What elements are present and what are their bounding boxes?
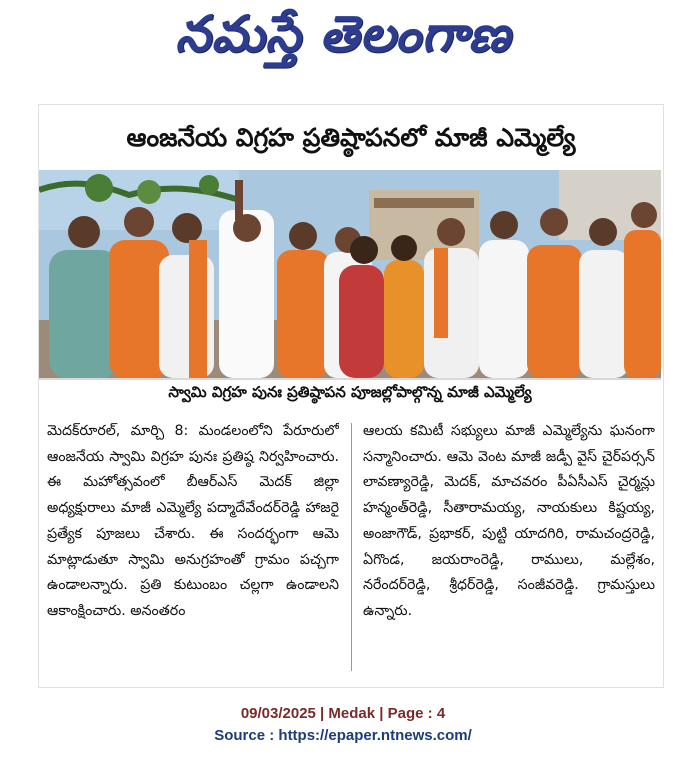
photo-caption-bar bbox=[39, 378, 661, 408]
footer-dateline: 09/03/2025 | Medak | Page : 4 bbox=[240, 705, 446, 722]
article-photo bbox=[39, 170, 661, 378]
footer bbox=[0, 703, 686, 747]
photo-caption: స్వామి విగ్రహ పునః ప్రతిష్ఠాపన పూజల్లోపాల్గొన్న మాజీ ఎమ్మెల్యే bbox=[168, 383, 532, 401]
article-column-1: మెదక్‌రూరల్‌, మార్చి 8: మండలంలోని పేరూరులో ఆంజనేయ స్వామి విగ్రహ పునః ప్రతిష్ఠ నిర్వహించారు. ఈ మహోత్సవంలో బీఆర్‌ఎస్‌ మెదక్‌ జిల్లా అధ్యక్షురాలు మాజీ ఎమ్మెల్యే పద్మాదేవేందర్‌రెడ్డి హాజరై ప్రత్యేక పూజలు చేశారు. ఈ సందర్భంగా ఆమె మాట్లాడుతూ స్వామి అనుగ్రహంతో గ్రామం పచ్చగా ఉండాలన్నారు. ప్రతి కుటుంబం చల్లగా ఉండాలని ఆకాంక్షించారు. అనంతరం bbox=[47, 423, 339, 619]
group-photo-image bbox=[39, 170, 661, 378]
article-column-2: ఆలయ కమిటీ సభ్యులు మాజీ ఎమ్మెల్యేను ఘనంగా సన్మానించారు. ఆమె వెంట మాజీ జడ్పీ వైస్‌ చైర్‌పర్సన్‌ లావణ్యారెడ్డి, మెదక్‌, మాచవరం పీఏసీఎస్‌ చైర్మన్లు హన్మంత్‌రెడ్డి, సీతారామయ్య, నాయకులు కిష్టయ్య, అంజాగౌడ్‌, ప్రభాకర్‌, పుట్టి యాదగిరి, రామచంద్రరెడ్డి, ఏగొండ, జయరాంరెడ్డి, రాములు, మల్లేశం, నరేందర్‌రెడ్డి, శ్రీధర్‌రెడ్డి, సంజీవరెడ్డి. గ్రామస్తులు ఉన్నారు. bbox=[363, 423, 655, 619]
footer-source-link[interactable]: Source : https://epaper.ntnews.com/ bbox=[214, 727, 472, 744]
newspaper-logo: నమస్తే తెలంగాణ bbox=[175, 4, 511, 63]
article-body bbox=[47, 419, 655, 679]
column-divider bbox=[351, 423, 352, 671]
masthead bbox=[0, 0, 686, 80]
headline-bar bbox=[39, 119, 663, 163]
article-headline: ఆంజనేయ విగ్రహ ప్రతిష్ఠాపనలో మాజీ ఎమ్మెల్యే bbox=[126, 123, 576, 152]
news-clipping bbox=[38, 104, 664, 688]
